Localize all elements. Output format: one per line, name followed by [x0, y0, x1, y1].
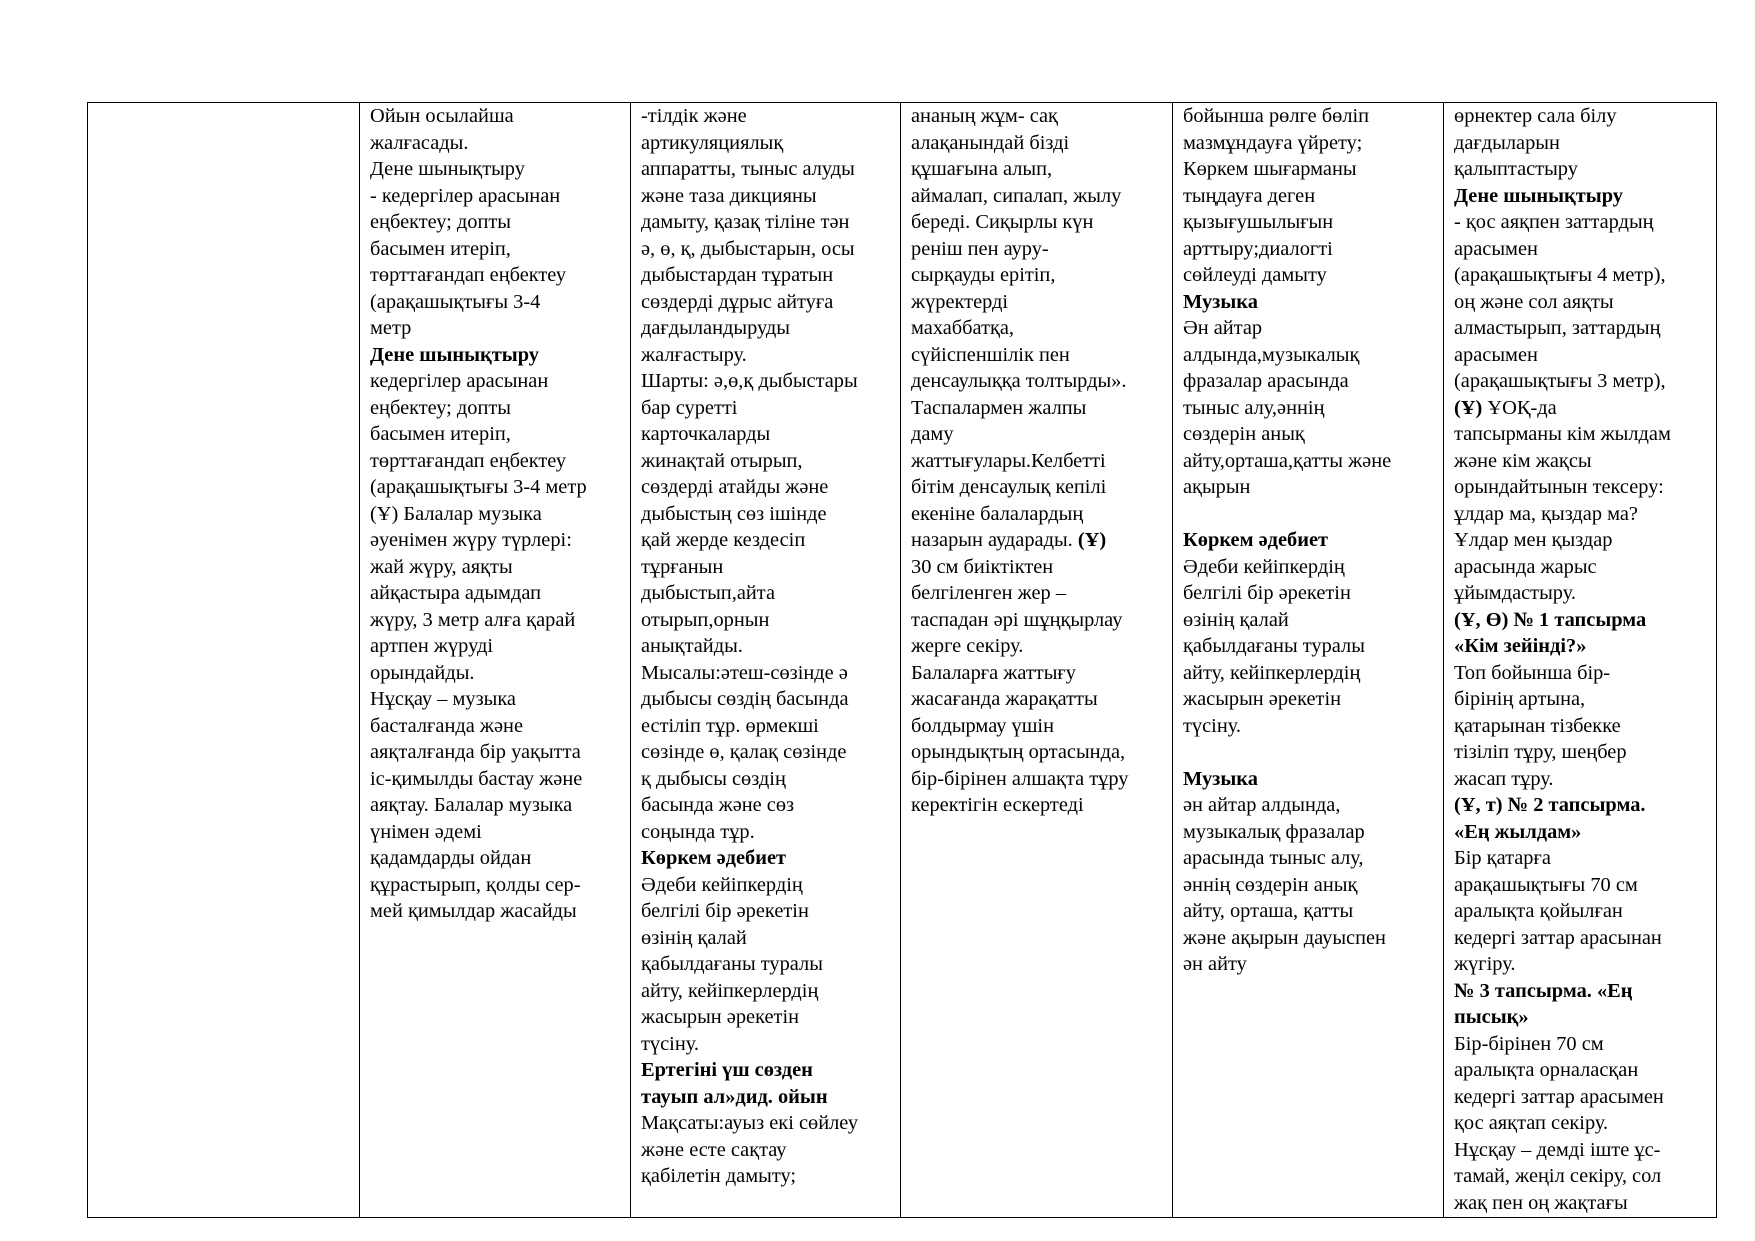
- text-line: ұйымдастыру.: [1454, 582, 1576, 604]
- text-line: еңбектеу; допты: [370, 211, 511, 233]
- text-line: -тілдік және: [641, 105, 747, 127]
- text-line: аралықта қойылған: [1454, 900, 1623, 922]
- text-line: Әдеби кейіпкердің: [1183, 555, 1345, 578]
- text-line: аяқтау. Балалар музыка: [370, 794, 573, 816]
- text-line: белгіленген жер –: [911, 582, 1067, 604]
- text-line: бірінің артына,: [1454, 688, 1586, 710]
- text-line: жаттығулары.Келбетті: [911, 449, 1106, 472]
- text-line: мазмұндауға үйрету;: [1183, 131, 1363, 154]
- text-line: Дене шынықтыру: [1454, 184, 1623, 207]
- text-line: - кедергілер арасынан: [370, 184, 561, 207]
- text-line: қабылдағаны туралы: [1183, 635, 1365, 657]
- table-cell-col3: [631, 103, 901, 1218]
- text-line: басында және сөз: [641, 794, 795, 816]
- text-line: дамыту, қазақ тіліне тән: [641, 211, 850, 233]
- text-line: Ұлдар мен қыздар: [1454, 529, 1613, 551]
- bold-marker: (Ұ): [1077, 529, 1107, 551]
- text-line: реніш пен ауру-: [911, 237, 1049, 260]
- text-line: іс-қимылды бастау және: [370, 767, 583, 790]
- text-line: Нұсқау – музыка: [370, 688, 516, 710]
- table-cell-col4: [901, 103, 1173, 1218]
- text-line: айту, кейіпкерлердің: [641, 979, 819, 1002]
- text-line: Балаларға жаттығу: [911, 661, 1076, 684]
- text-line: тыныс алу,әннің: [1183, 396, 1325, 419]
- text-line: жалғастыру.: [641, 343, 747, 366]
- text-line: қызығушылығын: [1183, 211, 1334, 233]
- text-line: орындайды.: [370, 661, 475, 684]
- text-line: арақашықтығы 70 см: [1454, 873, 1638, 896]
- text-line: құшағына алып,: [911, 158, 1053, 180]
- text-line: Ертегіні үш сөзден: [641, 1059, 813, 1081]
- text-line: қадамдарды ойдан: [370, 847, 532, 869]
- text-line: және есте сақтау: [641, 1138, 787, 1161]
- text-line: аппаратты, тыныс алуды: [641, 158, 855, 180]
- text-line: жасағанда жарақатты: [911, 688, 1098, 710]
- text-fragment: ҰОҚ-да: [1482, 396, 1557, 419]
- text-line: дағдыландыруды: [641, 317, 790, 339]
- text-line: құрастырып, қолды сер-: [370, 873, 581, 896]
- text-line: соңында тұр.: [641, 820, 755, 843]
- text-fragment: назарын аударады.: [911, 529, 1078, 551]
- text-line: (арақашықтығы 3 метр),: [1454, 370, 1666, 392]
- text-line: сөздерді атайды және: [641, 476, 829, 498]
- text-line: естіліп тұр. өрмекші: [641, 714, 819, 737]
- text-line: карточкаларды: [641, 423, 771, 445]
- text-line: Бір қатарға: [1454, 847, 1551, 869]
- text-line: өзінің қалай: [641, 926, 747, 949]
- text-line: (Ұ, Ө) № 1 тапсырма: [1454, 608, 1647, 631]
- text-line: «Кім зейінді?»: [1454, 635, 1587, 657]
- text-line: кедергі заттар арасынан: [1454, 926, 1662, 949]
- text-line: бір-бірінен алшақта тұру: [911, 767, 1129, 790]
- text-line: алмастырып, заттардың: [1454, 317, 1661, 339]
- text-line: Дене шынықтыру: [370, 343, 539, 366]
- text-line: (Ұ, т) № 2 тапсырма.: [1454, 794, 1646, 816]
- text-line: - қос аяқпен заттардың: [1454, 211, 1654, 233]
- text-line: кедергілер арасынан: [370, 370, 549, 392]
- text-line: дыбыстып,айта: [641, 582, 775, 604]
- text-line: түсіну.: [1183, 714, 1241, 737]
- text-line: сөздерді дұрыс айтуға: [641, 290, 834, 313]
- text-line: төрттағандап еңбектеу: [370, 264, 567, 286]
- text-line: қалыптастыру: [1454, 158, 1578, 180]
- text-line: бітім денсаулық кепілі: [911, 476, 1107, 498]
- text-line: жасап тұру.: [1454, 767, 1554, 790]
- text-line: белгілі бір әрекетін: [1183, 582, 1351, 604]
- text-line: Музыка: [1183, 290, 1258, 313]
- text-line: өрнектер сала білу: [1454, 105, 1617, 127]
- text-line: аймалап, сипалап, жылу: [911, 184, 1122, 207]
- text-line: Көркем шығарманы: [1183, 158, 1357, 180]
- text-line: қос аяқтап секіру.: [1454, 1112, 1609, 1134]
- text-line: Шарты: ә,ө,қ дыбыстары: [641, 370, 858, 392]
- text-line: өзінің қалай: [1183, 608, 1289, 631]
- text-line: жақ пен оң жақтағы: [1454, 1191, 1628, 1214]
- text-line: басымен итеріп,: [370, 423, 511, 445]
- text-line: жүгіру.: [1454, 953, 1516, 975]
- text-line: (арақашықтығы 3-4: [370, 290, 541, 313]
- text-line: 30 см биіктіктен: [911, 555, 1054, 578]
- text-line: Дене шынықтыру: [370, 158, 525, 180]
- text-line: Көркем әдебиет: [1183, 529, 1329, 551]
- text-line: даму: [911, 423, 954, 445]
- text-line: (арақашықтығы 4 метр),: [1454, 264, 1666, 286]
- text-line: «Ең жылдам»: [1454, 820, 1582, 843]
- text-line: басталғанда және: [370, 714, 523, 737]
- text-line: қабілетін дамыту;: [641, 1165, 797, 1187]
- text-line: анықтайды.: [641, 635, 743, 657]
- text-line: пысық»: [1454, 1006, 1529, 1028]
- text-line: әннің сөздерін анық: [1183, 873, 1358, 896]
- text-line: (Ұ) Балалар музыка: [370, 502, 542, 525]
- text-line: және ақырын дауыспен: [1183, 926, 1386, 949]
- text-line: Әдеби кейіпкердің: [641, 873, 803, 896]
- text-line: дыбыстың сөз ішінде: [641, 502, 827, 525]
- bold-marker: (Ұ): [1454, 396, 1483, 419]
- text-line: алдында,музыкалық: [1183, 343, 1360, 366]
- text-line: артикуляциялық: [641, 131, 784, 154]
- text-line: Мақсаты:ауыз екі сөйлеу: [641, 1112, 859, 1134]
- text-line: басымен итеріп,: [370, 237, 511, 260]
- text-line: [1454, 395, 1712, 422]
- text-line: айту, орташа, қатты: [1183, 900, 1354, 922]
- text-line: ән айту: [1183, 953, 1247, 975]
- text-line: арасында жарыс: [1454, 555, 1597, 578]
- text-line: айту,орташа,қатты және: [1183, 449, 1392, 472]
- table-cell-col2: [360, 103, 631, 1218]
- table-cell-col1: [88, 103, 360, 1218]
- text-line: Музыка: [1183, 767, 1258, 790]
- text-line: болдырмау үшін: [911, 714, 1054, 737]
- text-line: Топ бойынша бір-: [1454, 661, 1611, 684]
- text-line: әуенімен жүру түрлері:: [370, 529, 572, 551]
- text-line: тауып ал»дид. ойын: [641, 1085, 828, 1108]
- text-line: және таза дикцияны: [641, 184, 817, 207]
- text-line: сырқауды ерітіп,: [911, 264, 1056, 286]
- text-line: фразалар арасында: [1183, 370, 1349, 392]
- text-line: [1183, 501, 1439, 528]
- text-line: қай жерде кездесіп: [641, 529, 806, 551]
- text-line: арасында тыныс алу,: [1183, 847, 1364, 869]
- table-cell-col5: [1173, 103, 1444, 1218]
- text-line: (арақашықтығы 3-4 метр: [370, 476, 587, 498]
- text-line: аралықта орналасқан: [1454, 1059, 1639, 1081]
- text-line: дыбыстардан тұратын: [641, 264, 834, 286]
- text-line: жүректерді: [911, 290, 1009, 313]
- text-line: сөйлеуді дамыту: [1183, 264, 1327, 286]
- text-line: таспадан әрі шұңқырлау: [911, 608, 1123, 631]
- text-line: сөзінде ө, қалақ сөзінде: [641, 741, 847, 763]
- text-line: тыңдауға деген: [1183, 184, 1316, 207]
- text-line: тізіліп тұру, шеңбер: [1454, 741, 1627, 763]
- text-line: денсаулыққа толтырды».: [911, 370, 1127, 392]
- text-line: махаббатқа,: [911, 317, 1015, 339]
- text-line: дағдыларын: [1454, 131, 1560, 154]
- text-line: жасырын әрекетін: [641, 1006, 800, 1028]
- text-line: [1183, 739, 1439, 766]
- text-line: керектігін ескертеді: [911, 794, 1084, 816]
- lesson-plan-table: [87, 102, 1717, 1218]
- text-line: және кім жақсы: [1454, 449, 1592, 472]
- text-line: мей қимылдар жасайды: [370, 900, 577, 922]
- text-line: еңбектеу; допты: [370, 396, 511, 419]
- text-line: қатарынан тізбекке: [1454, 714, 1621, 737]
- text-line: бойынша рөлге бөліп: [1183, 105, 1370, 127]
- text-line: метр: [370, 317, 412, 339]
- text-line: Көркем әдебиет: [641, 847, 787, 869]
- text-line: № 3 тапсырма. «Ең: [1454, 979, 1633, 1002]
- text-line: орындайтынын тексеру:: [1454, 476, 1664, 498]
- text-line: жай жүру, аяқты: [370, 555, 513, 578]
- text-line: аяқталғанда бір уақытта: [370, 741, 581, 763]
- text-line: бар суретті: [641, 396, 738, 419]
- text-line: жасырын әрекетін: [1183, 688, 1342, 710]
- text-line: арттыру;диалогті: [1183, 237, 1333, 260]
- text-line: оң және сол аяқты: [1454, 290, 1614, 313]
- text-line: ананың жұм- сақ: [911, 105, 1058, 127]
- text-line: ә, ө, қ, дыбыстарын, осы: [641, 237, 855, 260]
- text-line: арасымен: [1454, 237, 1538, 260]
- text-line: Нұсқау – демді іште ұс-: [1454, 1138, 1661, 1161]
- text-line: алақанындай бізді: [911, 131, 1070, 154]
- text-line: қ дыбысы сөздің: [641, 767, 786, 790]
- text-line: жерге секіру.: [911, 635, 1024, 657]
- text-line: ұлдар ма, қыздар ма?: [1454, 502, 1638, 525]
- text-line: отырып,орнын: [641, 608, 770, 631]
- text-line: арасымен: [1454, 343, 1538, 366]
- text-line: екеніне балалардың: [911, 502, 1084, 525]
- text-line: ақырын: [1183, 476, 1251, 498]
- text-line: тамай, жеңіл секіру, сол: [1454, 1165, 1662, 1187]
- text-line: Ойын осылайша: [370, 105, 514, 127]
- text-line: тұрғанын: [641, 555, 724, 578]
- text-line: қабылдағаны туралы: [641, 953, 823, 975]
- text-line: орындықтың ортасында,: [911, 741, 1126, 763]
- text-line: Таспалармен жалпы: [911, 396, 1087, 419]
- text-line: Ән айтар: [1183, 317, 1263, 339]
- text-line: тапсырманы кім жылдам: [1454, 423, 1671, 445]
- text-line: [911, 527, 1168, 554]
- text-line: жалғасады.: [370, 131, 469, 154]
- table-row: [88, 103, 1717, 1218]
- text-line: белгілі бір әрекетін: [641, 900, 809, 922]
- text-line: сүйіспеншілік пен: [911, 343, 1070, 366]
- text-line: музыкалық фразалар: [1183, 820, 1365, 843]
- text-line: айту, кейіпкерлердің: [1183, 661, 1361, 684]
- text-line: артпен жүруді: [370, 635, 494, 657]
- text-line: жүру, 3 метр алға қарай: [370, 608, 576, 631]
- text-line: түсіну.: [641, 1032, 699, 1055]
- text-line: сөздерін анық: [1183, 423, 1305, 445]
- text-line: жинақтай отырып,: [641, 449, 803, 472]
- text-line: төрттағандап еңбектеу: [370, 449, 567, 472]
- text-line: Мысалы:әтеш-сөзінде ә: [641, 661, 848, 684]
- text-line: Бір-бірінен 70 см: [1454, 1032, 1604, 1055]
- text-line: айқастыра адымдап: [370, 582, 542, 604]
- text-line: береді. Сиқырлы күн: [911, 211, 1094, 233]
- text-line: дыбысы сөздің басында: [641, 688, 849, 710]
- text-line: үнімен әдемі: [370, 820, 482, 843]
- text-line: ән айтар алдында,: [1183, 794, 1341, 816]
- table-cell-col6: [1444, 103, 1717, 1218]
- text-line: кедергі заттар арасымен: [1454, 1085, 1664, 1108]
